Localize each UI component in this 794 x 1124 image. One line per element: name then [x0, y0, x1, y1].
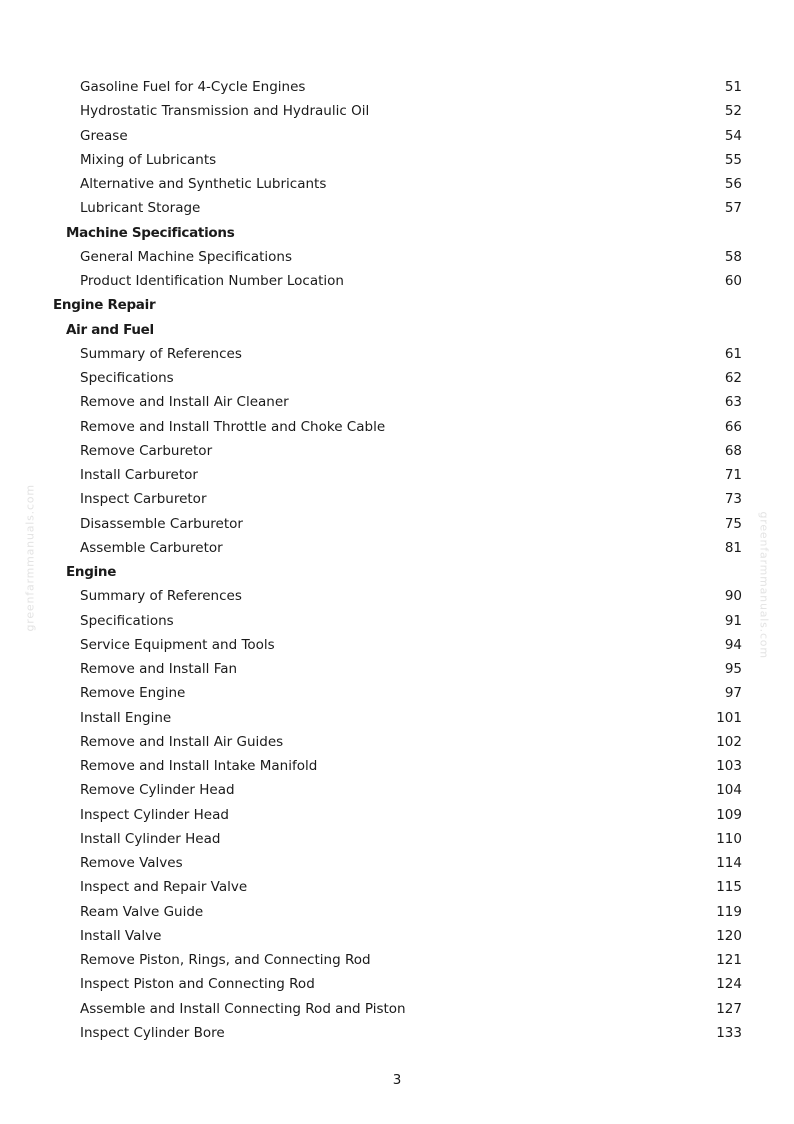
toc-entry[interactable]: [0, 972, 794, 996]
toc-entry[interactable]: [0, 512, 794, 536]
toc-entry[interactable]: [0, 827, 794, 851]
toc-entry-title: Product Identification Number Location: [80, 273, 344, 289]
toc-entry-title: Inspect Carburetor: [80, 491, 207, 508]
toc-entry-title: General Machine Specifications: [80, 248, 293, 265]
toc-entry-title: Engine: [66, 564, 117, 580]
toc-entry[interactable]: [0, 463, 794, 487]
toc-entry[interactable]: [0, 342, 794, 366]
toc-entry-page: 56: [724, 176, 742, 192]
toc-entry[interactable]: [0, 172, 794, 196]
toc-entry[interactable]: [0, 997, 794, 1021]
toc-entry-title: Inspect Piston and Connecting Rod: [80, 976, 315, 993]
toc-entry-title: Ream Valve Guide: [80, 903, 204, 920]
toc-entry-page: 95: [724, 661, 742, 677]
toc-entry-title: Specifications: [80, 370, 174, 386]
toc-entry-title: Remove and Install Intake Manifold: [80, 758, 318, 774]
toc-entry-page: 58: [724, 248, 742, 265]
toc-entry[interactable]: [0, 439, 794, 463]
toc-entry-title: Assemble and Install Connecting Rod and Piston: [80, 1000, 406, 1017]
toc-entry[interactable]: [0, 924, 794, 948]
toc-entry-page: 73: [724, 491, 742, 508]
toc-entry[interactable]: [0, 196, 794, 220]
toc-entry-page: 115: [716, 879, 742, 896]
toc-entry-title: Summary of References: [80, 588, 242, 605]
toc-entry[interactable]: [0, 706, 794, 730]
toc-entry-title: Summary of References: [80, 345, 242, 362]
toc-entry-title: Remove Piston, Rings, and Connecting Rod: [80, 952, 371, 968]
toc-entry-page: 51: [724, 79, 742, 95]
toc-entry[interactable]: [0, 584, 794, 608]
toc-entry-title: Air and Fuel: [66, 321, 154, 338]
toc-entry-page: 81: [724, 539, 742, 556]
toc-entry[interactable]: [0, 609, 794, 633]
toc-entry[interactable]: [0, 487, 794, 511]
toc-entry[interactable]: [0, 851, 794, 875]
toc-entry-page: 104: [716, 782, 742, 799]
toc-entry-title: Service Equipment and Tools: [80, 636, 275, 653]
toc-section-heading[interactable]: [0, 318, 794, 342]
toc-entry-page: 102: [716, 733, 742, 750]
toc-entry-page: 52: [724, 103, 742, 120]
toc-entry-page: 61: [724, 345, 742, 362]
toc-entry-page: 124: [716, 976, 742, 993]
toc-entry-page: 101: [716, 709, 742, 726]
toc-entry[interactable]: [0, 390, 794, 414]
toc-entry[interactable]: [0, 148, 794, 172]
toc-entry-title: Hydrostatic Transmission and Hydraulic Oil: [80, 103, 370, 120]
toc-entry-title: Lubricant Storage: [80, 200, 201, 217]
toc-section-heading[interactable]: [0, 221, 794, 245]
toc-entry[interactable]: [0, 875, 794, 899]
table-of-contents: [0, 75, 794, 1045]
toc-entry-page: 60: [724, 273, 742, 289]
toc-entry-page: 133: [716, 1024, 742, 1041]
toc-entry[interactable]: [0, 366, 794, 390]
toc-entry[interactable]: [0, 778, 794, 802]
toc-entry-page: 103: [716, 758, 742, 774]
toc-entry[interactable]: [0, 536, 794, 560]
toc-entry-page: 54: [724, 127, 742, 144]
toc-entry-page: 119: [716, 903, 742, 920]
toc-entry-page: 114: [716, 855, 742, 871]
toc-entry-title: Remove and Install Air Cleaner: [80, 394, 289, 411]
toc-entry[interactable]: [0, 657, 794, 681]
toc-entry[interactable]: [0, 730, 794, 754]
toc-entry-page: 63: [724, 394, 742, 411]
toc-entry[interactable]: [0, 269, 794, 293]
toc-entry-title: Gasoline Fuel for 4-Cycle Engines: [80, 79, 306, 95]
toc-entry-page: 57: [724, 200, 742, 217]
toc-entry-page: 120: [716, 927, 742, 944]
watermark-left: greenfarmmanuals.com: [23, 484, 37, 632]
toc-entry-title: Remove Carburetor: [80, 442, 213, 459]
toc-entry-title: Install Carburetor: [80, 467, 198, 483]
toc-entry-page: 71: [724, 467, 742, 483]
toc-entry-title: Install Valve: [80, 927, 162, 944]
toc-entry[interactable]: [0, 124, 794, 148]
toc-section-heading[interactable]: [0, 293, 794, 317]
toc-entry[interactable]: [0, 1021, 794, 1045]
toc-entry-title: Machine Specifications: [66, 224, 235, 241]
toc-entry-title: Grease: [80, 127, 128, 144]
toc-entry-title: Install Cylinder Head: [80, 830, 221, 847]
toc-entry-page: 75: [724, 515, 742, 532]
toc-entry-title: Remove Cylinder Head: [80, 782, 235, 799]
toc-entry[interactable]: [0, 633, 794, 657]
toc-entry-title: Inspect Cylinder Bore: [80, 1024, 225, 1041]
watermark-right: greenfarmmanuals.com: [757, 511, 771, 659]
toc-entry[interactable]: [0, 754, 794, 778]
toc-entry-page: 66: [724, 418, 742, 435]
toc-entry-title: Inspect and Repair Valve: [80, 879, 248, 896]
toc-entry[interactable]: [0, 245, 794, 269]
toc-entry-page: 94: [724, 636, 742, 653]
toc-entry-page: 55: [724, 151, 742, 168]
toc-entry-title: Disassemble Carburetor: [80, 515, 243, 532]
toc-entry-title: Assemble Carburetor: [80, 539, 223, 556]
toc-entry-title: Mixing of Lubricants: [80, 151, 217, 168]
toc-entry[interactable]: [0, 948, 794, 972]
toc-entry-title: Remove and Install Throttle and Choke Cable: [80, 418, 386, 435]
toc-entry-page: 90: [724, 588, 742, 605]
toc-entry-page: 97: [724, 685, 742, 702]
toc-entry-title: Remove Engine: [80, 685, 186, 702]
toc-entry-title: Install Engine: [80, 709, 172, 726]
toc-entry-page: 68: [724, 442, 742, 459]
toc-entry[interactable]: [0, 99, 794, 123]
page-number: 3: [392, 1072, 402, 1088]
toc-entry-title: Specifications: [80, 612, 174, 629]
toc-entry[interactable]: [0, 75, 794, 99]
toc-entry-title: Remove and Install Fan: [80, 661, 238, 677]
toc-entry[interactable]: [0, 803, 794, 827]
toc-entry-title: Engine Repair: [53, 297, 156, 314]
toc-entry[interactable]: [0, 681, 794, 705]
toc-entry-title: Alternative and Synthetic Lubricants: [80, 176, 327, 192]
toc-entry[interactable]: [0, 900, 794, 924]
toc-entry-title: Inspect Cylinder Head: [80, 806, 229, 823]
toc-entry-page: 127: [716, 1000, 742, 1017]
toc-entry[interactable]: [0, 415, 794, 439]
toc-entry-page: 62: [724, 370, 742, 386]
toc-section-heading[interactable]: [0, 560, 794, 584]
toc-entry-page: 109: [716, 806, 742, 823]
toc-entry-page: 91: [724, 612, 742, 629]
toc-entry-page: 110: [716, 830, 742, 847]
toc-entry-title: Remove Valves: [80, 855, 183, 871]
toc-entry-page: 121: [716, 952, 742, 968]
toc-entry-title: Remove and Install Air Guides: [80, 733, 284, 750]
